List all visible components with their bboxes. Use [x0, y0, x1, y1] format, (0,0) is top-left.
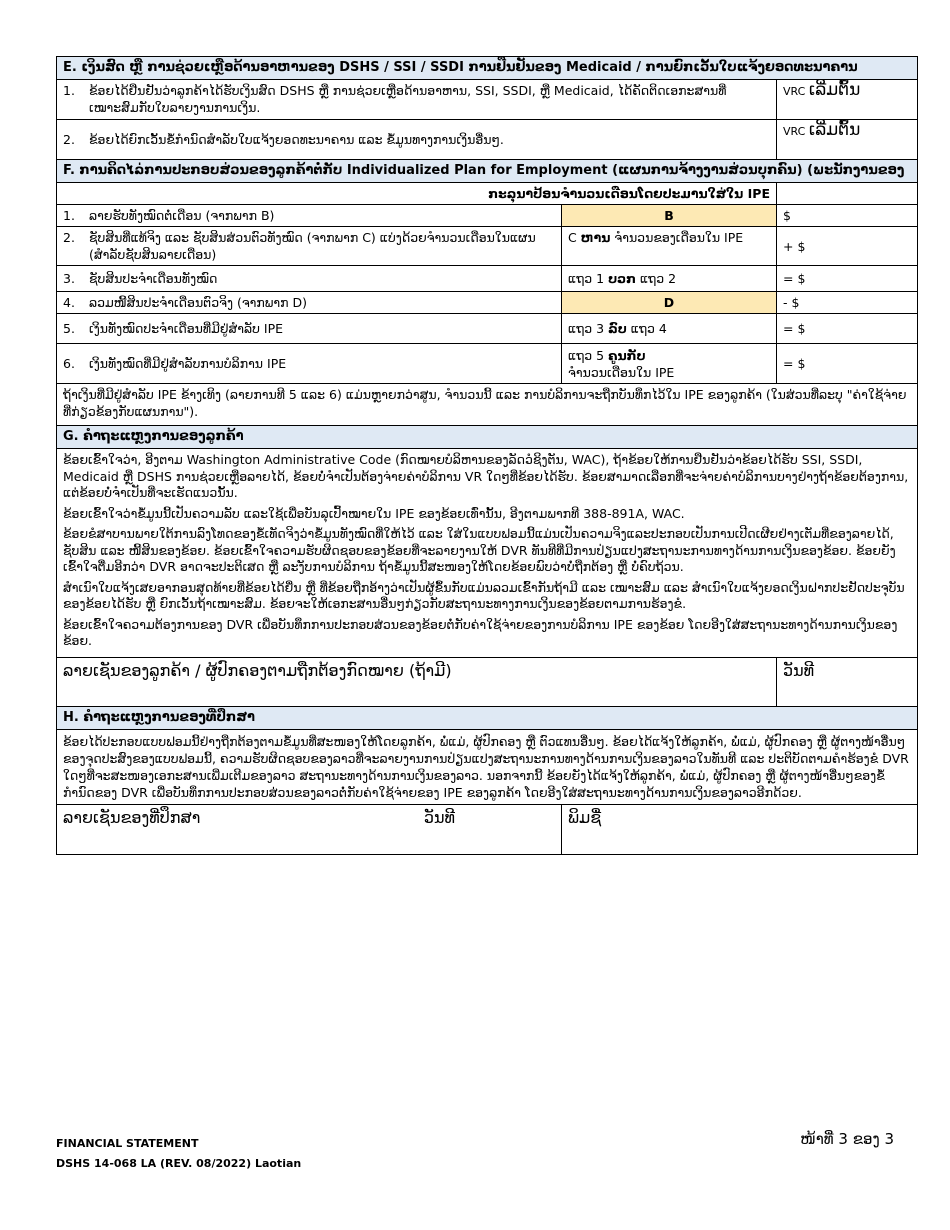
months-prompt: ກະລຸນາປ້ອນຈຳນວນເດືອນໂດຍປະມານໃສ່ໃນ IPE	[57, 183, 777, 205]
vrc-initial-field-2[interactable]	[777, 120, 918, 160]
calc-text: ຈຳນວນຂອງເດືອນໃນ IPE	[614, 230, 744, 245]
client-statement	[57, 449, 918, 658]
f-row-6-label	[57, 344, 562, 384]
calc-text: C	[568, 230, 577, 245]
calc-text: ແຖວ 2	[639, 271, 677, 286]
section-g-title: G. ຄຳຖະແຫຼງການຂອງລູກຄ້າ	[57, 426, 918, 449]
f-row-2-amount[interactable]: + $	[777, 227, 918, 266]
f-row-5-label	[57, 314, 562, 344]
calc-operator: ບວກ	[608, 271, 636, 286]
calc-operator: ຫານ	[580, 230, 611, 245]
page-number: ໜ້າທີ່ 3 ຂອງ 3	[800, 1130, 894, 1148]
calc-text: ຈຳນວນເດືອນໃນ IPE	[568, 364, 675, 380]
f-row-4-calc: D	[562, 292, 777, 314]
section-f-note: ຖ້າເງິນທີ່ມີຢູ່ສຳລັບ IPE ຂ້າງເທິງ (ລາຍການທີ 5 ແລະ 6) ແມ່ນຫຼາຍກວ່າສູນ, ຈຳນວນນີ້ ແລະ ການບໍລິການຈະຖືກບັນທຶກໄວ້ໃນ IPE ຂອງລູກຄ້າ (ໃນສ່ວນທີ່ລະບຸ "ຄ່າໃຊ້ຈ່າຍທີ່ກ່ຽວຂ້ອງກັບແຜນການ").	[57, 384, 918, 426]
statement-paragraph: ຂ້ອຍຂໍສາບານພາຍໃຕ້ການລົງໂທດຂອງຂໍ້ເທັດຈິງວ່າຂໍ້ມູນທັງໝົດທີ່ໃຫ້ໄວ້ ແລະ ໃສ່ໃນແບບຟອມນີ້ແມ່ນເປັນຄວາມຈິງແລະປະກອບເປັນການເປີດເຜີຍຢ່າງເຕັມທີ່ຂອງລາຍໄດ້, ຊັບສິນ ແລະ ໜີ້ສິນຂອງຂ້ອຍ. ຂ້ອຍເຂົ້າໃຈຄວາມຮັບຜິດຊອບຂອງຂ້ອຍທີ່ຈະລາຍງານໃຫ້ DVR ທັນທີທີ່ມີການປ່ຽນແປງສະຖານະການທາງດ້ານການເງິນຂອງຂ້ອຍ. ຂ້ອຍຍັງເຂົ້າໃຈຕື່ມອີກວ່າ DVR ອາດຈະປະຕິເສດ ຫຼື ລະງັບການບໍລິການ ຖ້າຂໍ້ມູນນີ້ສະໜອງໃຫ້ໂດຍຂ້ອຍພົບວ່າບໍ່ຖືກຕ້ອງ ຫຼື ບໍ່ຄົບຖ້ວນ.	[63, 526, 896, 574]
row-text: ລາຍຮັບທັງໝົດຕໍ່ເດືອນ (ຈາກພາກ B)	[89, 208, 275, 223]
row-text: ຂ້ອຍໄດ້ຍົກເວັ້ນຂໍ້ກຳນົດສຳລັບໃບແຈ້ງຍອດທະນາຄານ ແລະ ຂໍ້ມູນທາງການເງິນອື່ນໆ.	[89, 132, 504, 147]
row-number: 5.	[63, 321, 75, 336]
f-row-2-calc	[562, 227, 777, 266]
f-row-1-calc: B	[562, 205, 777, 227]
vrc-label: VRC	[783, 125, 806, 138]
row-text: ຊັບສິນທີ່ແທ້ຈິງ ແລະ ຊັບສິນສ່ວນຕົວທັງໝົດ (ຈາກພາກ C) ແບ່ງດ້ວຍຈຳນວນເດືອນໃນແຜນ (ສຳລັບຊັບສິນລາຍເດືອນ)	[89, 230, 536, 262]
form-title: FINANCIAL STATEMENT	[56, 1137, 199, 1150]
calc-text: ແຖວ 5	[568, 347, 605, 363]
counselor-signature-label: ລາຍເຊັນຂອງທີ່ປຶກສາ	[63, 807, 201, 827]
section-e-row-1	[57, 80, 777, 120]
section-f-title: F. ການຄິດໄລ່ການປະກອບສ່ວນຂອງລູກຄ້າຕໍ່ກັບ Individualized Plan for Employment (ແຜນການຈ້າງງານສ່ວນບຸກຄົນ) (ພະນັກງານຂອງ	[57, 160, 918, 183]
f-row-4-label	[57, 292, 562, 314]
calc-operator: ລົບ	[608, 321, 627, 336]
f-row-6-amount[interactable]: = $	[777, 344, 918, 384]
row-number: 4.	[63, 295, 75, 310]
calc-operator: ຄູນກັບ	[608, 347, 646, 363]
calc-text: ແຖວ 1	[568, 271, 605, 286]
row-text: ເງິນທັງໝົດປະຈຳເດືອນທີ່ມີຢູ່ສຳລັບ IPE	[89, 321, 284, 336]
f-row-2-label	[57, 227, 562, 266]
f-row-5-amount[interactable]: = $	[777, 314, 918, 344]
months-input[interactable]	[777, 183, 918, 205]
initial-label: ເລີ່ມຕົ້ນ	[808, 80, 861, 100]
row-text: ເງິນທັງໝົດທີ່ມີຢູ່ສຳລັບການບໍລິການ IPE	[89, 356, 287, 371]
section-e-title: E. ເງິນສົດ ຫຼື ການຊ່ວຍເຫຼືອດ້ານອາຫານຂອງ DSHS / SSI / SSDI ການຢືນຢັນຂອງ Medicaid / ການຍົກເວັ້ນໃບແຈ້ງຍອດທະນາຄານ	[57, 57, 918, 80]
financial-form-table	[56, 56, 918, 855]
f-row-1-amount[interactable]: $	[777, 205, 918, 227]
f-row-3-calc	[562, 266, 777, 292]
counselor-date-label: ວັນທີ	[423, 807, 455, 827]
f-row-1-label	[57, 205, 562, 227]
form-page	[56, 56, 917, 855]
row-text: ລວມໜີ້ສິນປະຈຳເດືອນຕົວຈິງ (ຈາກພາກ D)	[89, 295, 307, 310]
vrc-label: VRC	[783, 85, 806, 98]
statement-paragraph: ຂ້ອຍເຂົ້າໃຈຄວາມຕ້ອງການຂອງ DVR ເພື່ອບັນທຶກການປະກອບສ່ວນຂອງຂ້ອຍຕໍ່ກັບຄ່າໃຊ້ຈ່າຍຂອງການບໍລິການ IPE ຂອງຂ້ອຍ ໂດຍອີງໃສ່ສະຖານະທາງດ້ານການເງິນຂອງຂ້ອຍ.	[63, 616, 898, 648]
vrc-initial-field-1[interactable]	[777, 80, 918, 120]
row-number: 1.	[63, 208, 75, 223]
section-h-title: H. ຄຳຖະແຫຼງການຂອງທີ່ປຶກສາ	[57, 706, 918, 729]
calc-text: ແຖວ 4	[630, 321, 667, 336]
f-row-6-calc	[562, 344, 777, 384]
print-name-label: ພິມຊື່	[568, 807, 602, 827]
f-row-3-label	[57, 266, 562, 292]
row-text: ຂ້ອຍໄດ້ຢືນຢັນວ່າລູກຄ້າໄດ້ຮັບເງິນສົດ DSHS ຫຼື ການຊ່ວຍເຫຼືອດ້ານອາຫານ, SSI, SSDI, ຫຼື Medicaid, ໄດ້ຄັດຕິດເອກະສານທີ່ເໝາະສົມກັບໃບລາຍງານການເງິນ.	[89, 83, 727, 115]
f-row-4-amount[interactable]: - $	[777, 292, 918, 314]
counselor-signature-field[interactable]	[57, 804, 562, 854]
client-signature-field[interactable]	[57, 657, 777, 706]
section-e-row-2	[57, 120, 777, 160]
f-row-3-amount[interactable]: = $	[777, 266, 918, 292]
row-number: 1.	[63, 83, 75, 98]
statement-paragraph: ຂ້ອຍເຂົ້າໃຈວ່າ, ອີງຕາມ Washington Administrative Code (ກົດໝາຍບໍລິຫານຂອງລັດວໍຊິງຕັນ, WAC), ຖ້າຂ້ອຍໃຫ້ການຢືນຢັນວ່າຂ້ອຍໄດ້ຮັບ SSI, SSDI, Medicaid ຫຼື DSHS ການຊ່ວຍເຫຼືອລາຍໄດ້, ຂ້ອຍບໍ່ຈຳເປັນຕ້ອງຈ່າຍຄ່າບໍລິການ VR ໃດໆທີ່ຂ້ອຍໄດ້ຮັບ. ຂ້ອຍສາມາດເລືອກທີ່ຈະຈ່າຍຄ່າບໍລິການບາງຢ່າງຖ້າຂ້ອຍຕ້ອງການ, ແຕ່ຂ້ອຍບໍ່ຈຳເປັນທີ່ຈະເຮັດແນວນັ້ນ.	[63, 452, 909, 500]
row-number: 2.	[63, 230, 75, 245]
statement-paragraph: ຂ້ອຍເຂົ້າໃຈວ່າຂໍ້ມູນນີ້ເປັນຄວາມລັບ ແລະໃຊ້ເພື່ອບັນລຸເປົ້າໝາຍໃນ IPE ຂອງຂ້ອຍເທົ່ານັ້ນ, ອີງຕາມພາກທີ 388-891A, WAC.	[63, 505, 685, 521]
row-number: 3.	[63, 271, 75, 286]
client-date-field[interactable]	[777, 657, 918, 706]
row-number: 2.	[63, 132, 75, 147]
print-name-field[interactable]	[562, 804, 918, 854]
row-number: 6.	[63, 356, 75, 371]
initial-label: ເລີ່ມຕົ້ນ	[808, 120, 861, 140]
f-row-5-calc	[562, 314, 777, 344]
client-date-label: ວັນທີ	[783, 660, 815, 680]
row-text: ຊັບສິນປະຈຳເດືອນທັງໝົດ	[89, 271, 218, 286]
calc-text: ແຖວ 3	[568, 321, 605, 336]
counselor-statement: ຂ້ອຍໄດ້ປະກອບແບບຟອມນີ້ຢ່າງຖືກຕ້ອງຕາມຂໍ້ມູນທີ່ສະໜອງໃຫ້ໂດຍລູກຄ້າ, ພໍ່ແມ່, ຜູ້ປົກຄອງ ຫຼື ຕົວແທນອື່ນໆ. ຂ້ອຍໄດ້ແຈ້ງໃຫ້ລູກຄ້າ, ພໍ່ແມ່, ຜູ້ປົກຄອງ ຫຼື ຜູ້ຕາງໜ້າອື່ນໆຂອງຈຸດປະສົງຂອງແບບຟອມນີ້, ຄວາມຮັບຜິດຊອບຂອງລາວທີ່ຈະລາຍງານການປ່ຽນແປງສະຖານະການທາງດ້ານການເງິນຂອງລາວໃນທັນທີ ແລະ ປະຕິບັດຕາມຄຳຮ້ອງຂໍ DVR ໃດໆທີ່ຈະສະໜອງເອກະສານເພີ່ມເຕີມຂອງລາວ ສະຖານະທາງດ້ານການເງິນຂອງລາວ. ນອກຈາກນີ້ ຂ້ອຍຍັງໄດ້ແຈ້ງໃຫ້ລູກຄ້າ, ພໍ່ແມ່, ຜູ້ປົກຄອງ ຫຼື ຜູ້ຕາງໜ້າອື່ນໆຂອງຂໍ້ກຳນົດຂອງ DVR ເພື່ອບັນທຶກການປະກອບສ່ວນຂອງລາວຕໍ່ກັບຄ່າໃຊ້ຈ່າຍຂອງ IPE ຂອງລູກຄ້າ ໂດຍອີງໃສ່ສະຖານະທາງດ້ານການເງິນຂອງລາວອີກດ້ວຍ.	[57, 729, 918, 804]
form-number: DSHS 14-068 LA (REV. 08/2022) Laotian	[56, 1157, 302, 1170]
statement-paragraph: ສຳເນົາໃບແຈ້ງເສຍອາກອນສຸດທ້າຍທີ່ຂ້ອຍໄດ້ຍື່ນ ຫຼື ທີ່ຂ້ອຍຖືກອ້າງວ່າເປັນຜູ້ຂຶ້ນກັບແມ່ນລວມເຂົ້າກັນຖ້າມີ ແລະ ເໝາະສົມ ແລະ ສຳເນົາໃບແຈ້ງຍອດເງິນຝາກປະຢັດປະຈຸບັນຂອງຂ້ອຍໄດ້ຮັບ ຫຼື ຍົກເວັ້ນຖ້າເໝາະສົມ. ຂ້ອຍຈະໃຫ້ເອກະສານອື່ນໆກ່ຽວກັບສະຖານະທາງການເງິນຂອງຂ້ອຍຕາມການຮ້ອງຂໍ.	[63, 579, 905, 611]
form-footer	[56, 1134, 301, 1174]
client-signature-label: ລາຍເຊັນຂອງລູກຄ້າ / ຜູ້ປົກຄອງຕາມຖືກຕ້ອງກົດໝາຍ (ຖ້າມີ)	[63, 660, 452, 680]
